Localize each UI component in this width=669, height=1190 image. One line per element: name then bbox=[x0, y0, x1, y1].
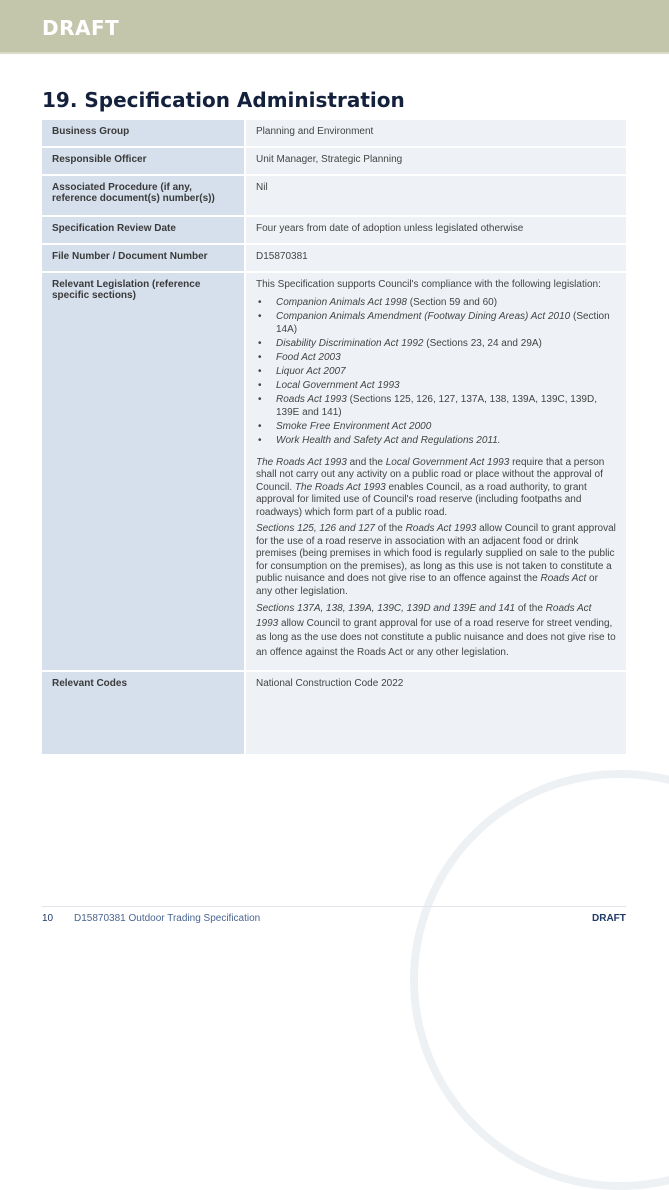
paragraph-sections-125: Sections 125, 126 and 127 of the Roads Act 1993 allow Council to grant approval for the use of a road reserve in association with an adjacent food or drink premises (being premises in which food is regularly supplied on sale to the public for consumption on the premises), as long as this use is not taken to constitute a public nuisance and does not give rise to an offence against the Roads Act or any other legislation. bbox=[256, 523, 616, 597]
row-value: Four years from date of adoption unless legislated otherwise bbox=[246, 217, 626, 243]
list-item: • Local Government Act 1993 bbox=[276, 379, 616, 392]
table-row bbox=[42, 672, 626, 754]
row-label: Responsible Officer bbox=[42, 148, 246, 174]
section-title: 19. Specification Administration bbox=[42, 88, 405, 112]
row-label: Associated Procedure (if any, reference document(s) number(s)) bbox=[42, 176, 246, 215]
paragraph-roads-act: The Roads Act 1993 and the Local Government Act 1993 require that a person shall not carry out any activity on a public road or place without the approval of Council. The Roads Act 1993 enables Council, as a road authority, to grant approval for limited use of Council's road reserve (including footpaths and roadways) which form part of a public road. bbox=[256, 456, 605, 518]
list-item: • Disability Discrimination Act 1992 (Sections 23, 24 and 29A) bbox=[276, 337, 616, 350]
row-label: File Number / Document Number bbox=[42, 245, 246, 271]
footer-divider bbox=[42, 906, 626, 907]
list-item: • Companion Animals Amendment (Footway Dining Areas) Act 2010 (Section 14A) bbox=[276, 310, 616, 336]
list-item: • Companion Animals Act 1998 (Section 59 and 60) bbox=[276, 296, 616, 309]
row-label: Relevant Codes bbox=[42, 672, 246, 754]
list-item: • Smoke Free Environment Act 2000 bbox=[276, 420, 616, 433]
row-value: Planning and Environment bbox=[246, 120, 626, 146]
draft-banner-text: DRAFT bbox=[42, 16, 120, 40]
table-row bbox=[42, 176, 626, 215]
row-label: Relevant Legislation (reference specific sections) bbox=[42, 273, 246, 670]
specification-table bbox=[42, 118, 626, 756]
row-label: Specification Review Date bbox=[42, 217, 246, 243]
list-item: • Liquor Act 2007 bbox=[276, 365, 616, 378]
list-item: • Roads Act 1993 (Sections 125, 126, 127, 137A, 138, 139A, 139C, 139D, 139E and 141) bbox=[276, 393, 616, 419]
footer-document-title: D15870381 Outdoor Trading Specification bbox=[74, 913, 261, 924]
legislation-intro: This Specification supports Council's compliance with the following legislation: bbox=[256, 279, 601, 290]
table-row bbox=[42, 217, 626, 243]
legislation-content bbox=[246, 273, 626, 670]
footer-draft-label: DRAFT bbox=[592, 913, 626, 924]
row-value: National Construction Code 2022 bbox=[246, 672, 626, 754]
decorative-circle bbox=[410, 770, 669, 1190]
table-row bbox=[42, 148, 626, 174]
paragraph-sections-137a: Sections 137A, 138, 139A, 139C, 139D and 139E and 141 of the Roads Act 1993 allow Council to grant approval for use of a road reserve for street vending, as long as the use does not constitute a public nuisance and does not give rise to an offence against the Roads Act or any other legislation. bbox=[256, 603, 616, 658]
table-row bbox=[42, 120, 626, 146]
list-item: • Work Health and Safety Act and Regulations 2011. bbox=[276, 434, 616, 447]
row-value: Nil bbox=[246, 176, 626, 215]
page-number: 10 bbox=[42, 913, 54, 924]
row-value: Unit Manager, Strategic Planning bbox=[246, 148, 626, 174]
list-item: • Food Act 2003 bbox=[276, 351, 616, 364]
table-row bbox=[42, 245, 626, 271]
table-row-legislation bbox=[42, 273, 626, 670]
row-label: Business Group bbox=[42, 120, 246, 146]
row-value: D15870381 bbox=[246, 245, 626, 271]
legislation-list bbox=[256, 296, 616, 447]
draft-banner bbox=[0, 0, 669, 54]
